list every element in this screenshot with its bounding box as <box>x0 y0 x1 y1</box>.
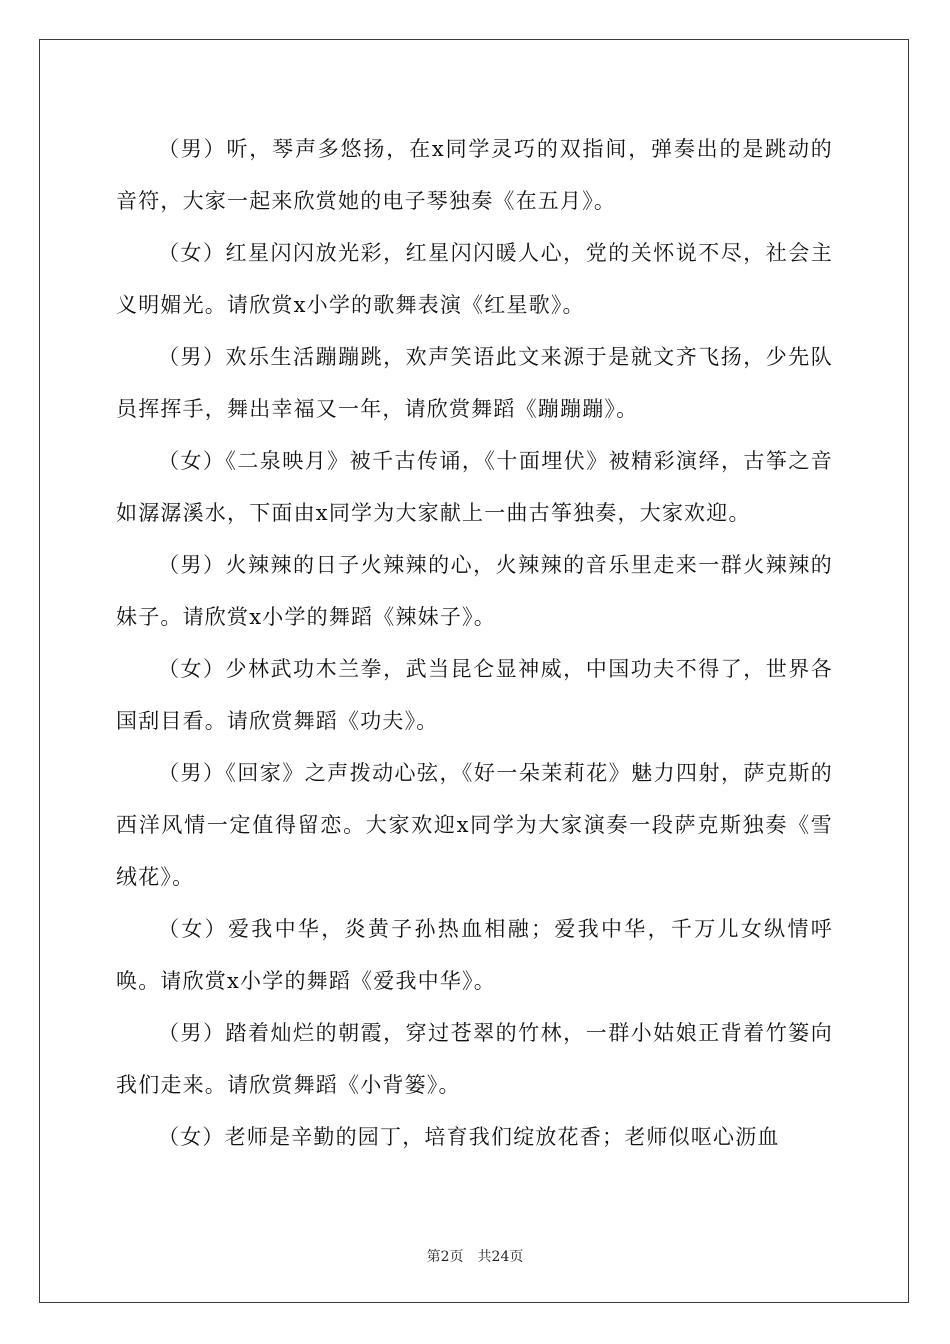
paragraph: （男）踏着灿烂的朝霞，穿过苍翠的竹林，一群小姑娘正背着竹篓向我们走来。请欣赏舞蹈《小背篓》。 <box>116 1021 833 1097</box>
paragraph: （女）红星闪闪放光彩，红星闪闪暖人心，党的关怀说不尽，社会主义明媚光。请欣赏x小学的歌舞表演《红星歌》。 <box>116 241 833 317</box>
page-footer <box>0 1246 950 1266</box>
paragraph: （女）老师是辛勤的园丁，培育我们绽放花香；老师似呕心沥血 <box>158 1125 780 1149</box>
page-number: 第2页 <box>426 1249 464 1265</box>
paragraph: （女）《二泉映月》被千古传诵，《十面埋伏》被精彩演绎，古筝之音如潺潺溪水，下面由x同学为大家献上一曲古筝独奏，大家欢迎。 <box>116 449 833 525</box>
paragraph: （男）火辣辣的日子火辣辣的心，火辣辣的音乐里走来一群火辣辣的妹子。请欣赏x小学的舞蹈《辣妹子》。 <box>116 553 833 629</box>
paragraph: （男）听，琴声多悠扬，在x同学灵巧的双指间，弹奏出的是跳动的音符，大家一起来欣赏她的电子琴独奏《在五月》。 <box>116 137 833 213</box>
document-body <box>116 123 833 1163</box>
paragraph: （男）《回家》之声拨动心弦，《好一朵茉莉花》魅力四射，萨克斯的西洋风情一定值得留恋。大家欢迎x同学为大家演奏一段萨克斯独奏《雪绒花》。 <box>116 761 833 889</box>
paragraph: （男）欢乐生活蹦蹦跳，欢声笑语此文来源于是就文齐飞扬，少先队员挥挥手，舞出幸福又一年，请欣赏舞蹈《蹦蹦蹦》。 <box>116 345 833 421</box>
paragraph: （女）少林武功木兰拳，武当昆仑显神威，中国功夫不得了，世界各国刮目看。请欣赏舞蹈《功夫》。 <box>116 657 833 733</box>
total-pages: 共24页 <box>477 1249 524 1265</box>
paragraph: （女）爱我中华，炎黄子孙热血相融；爱我中华，千万儿女纵情呼唤。请欣赏x小学的舞蹈《爱我中华》。 <box>116 917 833 993</box>
